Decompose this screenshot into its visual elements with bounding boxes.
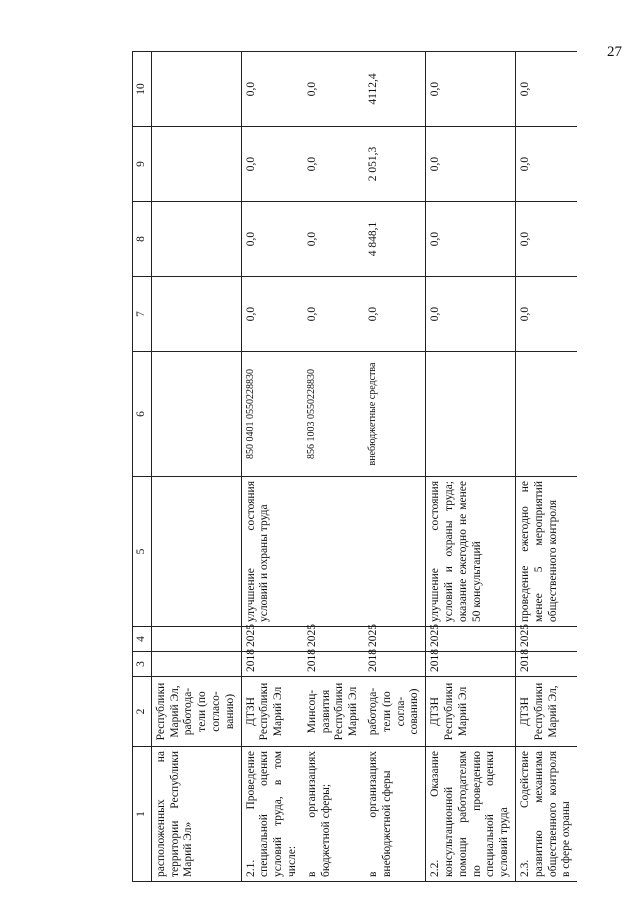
table-cell-col4: 2025 (241, 627, 303, 652)
table-cell-col9: 0,0 (303, 127, 364, 202)
table-cell-col5: улучшение состояния условий и охраны труда; оказание ежегодно не менее 50 консультаций (426, 477, 516, 627)
table-cell-col6 (515, 352, 577, 477)
table-cell-col5 (151, 477, 241, 627)
table-cell-col7: 0,0 (241, 277, 303, 352)
table-cell-col3 (151, 652, 241, 677)
header-row (133, 52, 152, 882)
table-cell-col5 (364, 477, 426, 627)
table-cell-col10: 0,0 (515, 52, 577, 127)
table-cell-col9 (151, 127, 241, 202)
table-container (132, 52, 573, 882)
col-header-2: 2 (133, 677, 152, 747)
table-cell-col8: 4 848,1 (364, 202, 426, 277)
table-cell-col9: 2 051,3 (364, 127, 426, 202)
table-cell-col9: 0,0 (515, 127, 577, 202)
table-cell-col5 (303, 477, 364, 627)
table-cell-col4: 2025 (426, 627, 516, 652)
table-cell-col4: 2025 (303, 627, 364, 652)
table-cell-col1: в организациях внебюджетной сферы (364, 747, 426, 882)
col-header-9: 9 (133, 127, 152, 202)
table-row (515, 52, 577, 882)
table-cell-col2: Минсоц-развития Республики Марий Эл (303, 677, 364, 747)
table-cell-col7: 0,0 (515, 277, 577, 352)
table-cell-col5: проведение ежегодно не менее 5 мероприятий общественного контроля (515, 477, 577, 627)
table-cell-col7: 0,0 (364, 277, 426, 352)
table-cell-col8: 0,0 (303, 202, 364, 277)
table-cell-col8: 0,0 (426, 202, 516, 277)
table-cell-col7: 0,0 (303, 277, 364, 352)
table-cell-col6 (151, 352, 241, 477)
table-cell-col1: 2.1. Проведение специальной оценки условий труда, в том числе: (241, 747, 303, 882)
col-header-4: 4 (133, 627, 152, 652)
table-cell-col4: 2025 (364, 627, 426, 652)
table-cell-col6 (426, 352, 516, 477)
program-table (132, 51, 577, 882)
table-cell-col2: ДТЗН Республики Марий Эл (241, 677, 303, 747)
table-body (151, 52, 577, 882)
table-cell-col6: 850 0401 0550228830 (241, 352, 303, 477)
table-cell-col10: 0,0 (426, 52, 516, 127)
table-row (364, 52, 426, 882)
table-cell-col8: 0,0 (515, 202, 577, 277)
col-header-6: 6 (133, 352, 152, 477)
table-cell-col7 (151, 277, 241, 352)
table-cell-col10: 4112,4 (364, 52, 426, 127)
table-cell-col4 (151, 627, 241, 652)
table-cell-col10 (151, 52, 241, 127)
table-cell-col2: ДТЗН Республики Марий Эл (426, 677, 516, 747)
table-cell-col3: 2018 (364, 652, 426, 677)
page-number: 27 (607, 44, 622, 60)
table-row (241, 52, 303, 882)
table-cell-col2: работода-тели (по согла-сованию) (364, 677, 426, 747)
table-row (151, 52, 241, 882)
table-cell-col1: 2.3. Содействие развитию механизма общественного контроля в сфере охраны (515, 747, 577, 882)
table-cell-col6: 856 1003 0550228830 (303, 352, 364, 477)
table-cell-col1: 2.2. Оказание консультационной помощи работодателям по проведению специальной оценки условий труда (426, 747, 516, 882)
col-header-10: 10 (133, 52, 152, 127)
table-cell-col3: 2018 (426, 652, 516, 677)
table-cell-col7: 0,0 (426, 277, 516, 352)
rotated-table-area (132, 52, 573, 882)
table-cell-col1: расположенных на территории Республики Марий Эл» (151, 747, 241, 882)
col-header-3: 3 (133, 652, 152, 677)
col-header-5: 5 (133, 477, 152, 627)
table-cell-col8: 0,0 (241, 202, 303, 277)
table-cell-col5: улучшение состояния условий и охраны труда (241, 477, 303, 627)
table-cell-col3: 2018 (303, 652, 364, 677)
table-row (303, 52, 364, 882)
col-header-1: 1 (133, 747, 152, 882)
table-cell-col9: 0,0 (426, 127, 516, 202)
col-header-7: 7 (133, 277, 152, 352)
table-cell-col2: Республики Марий Эл, работода-тели (по согласо-ванию) (151, 677, 241, 747)
table-cell-col3: 2018 (515, 652, 577, 677)
table-cell-col10: 0,0 (303, 52, 364, 127)
col-header-8: 8 (133, 202, 152, 277)
table-cell-col1: в организациях бюджетной сферы; (303, 747, 364, 882)
table-cell-col2: ДТЗН Республики Марий Эл, (515, 677, 577, 747)
table-cell-col6: внебюджетные средства (364, 352, 426, 477)
table-cell-col4: 2025 (515, 627, 577, 652)
table-cell-col8 (151, 202, 241, 277)
table-row (426, 52, 516, 882)
table-cell-col10: 0,0 (241, 52, 303, 127)
table-cell-col9: 0,0 (241, 127, 303, 202)
table-cell-col3: 2018 (241, 652, 303, 677)
